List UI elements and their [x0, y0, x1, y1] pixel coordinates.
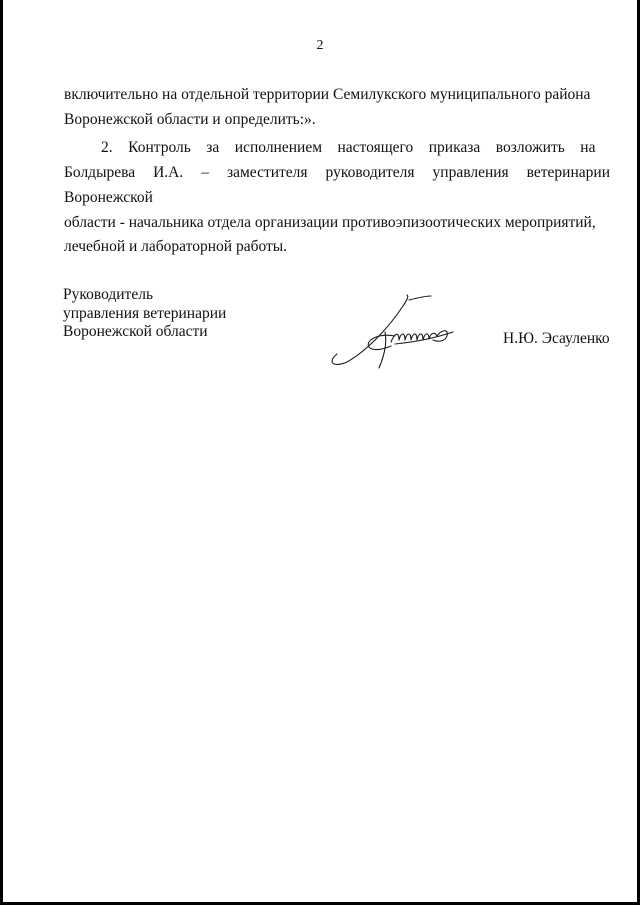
paragraph-1-line-2: Воронежской области и определить:». — [64, 110, 316, 128]
position-line-3: Воронежской области — [63, 323, 208, 341]
paragraph-2-line-3: области - начальника отдела организации противоэпизоотических мероприятий, — [64, 213, 596, 231]
paragraph-2-line-4: лечебной и лабораторной работы. — [64, 238, 288, 256]
signatory-name: Н.Ю. Эсауленко — [503, 330, 610, 347]
paragraph-1-line-1: включительно на отдельной территории Семилукского муниципального района — [64, 86, 591, 103]
paragraph-2 — [64, 136, 610, 260]
position-line-1: Руководитель — [63, 286, 154, 303]
position-line-2: управления ветеринарии — [63, 304, 227, 322]
signatory-position — [63, 286, 226, 342]
document-body — [64, 83, 610, 260]
scan-border-left — [0, 0, 3, 905]
paragraph-1 — [64, 83, 610, 132]
page-number: 2 — [316, 38, 324, 53]
paragraph-2-line-2: Болдырева И.А. – заместителя руководителя управления ветеринарии Воронежской — [64, 164, 610, 206]
paragraph-2-line-1: 2. Контроль за исполнением настоящего приказа возложить на — [101, 139, 596, 157]
handwritten-signature — [325, 292, 465, 372]
